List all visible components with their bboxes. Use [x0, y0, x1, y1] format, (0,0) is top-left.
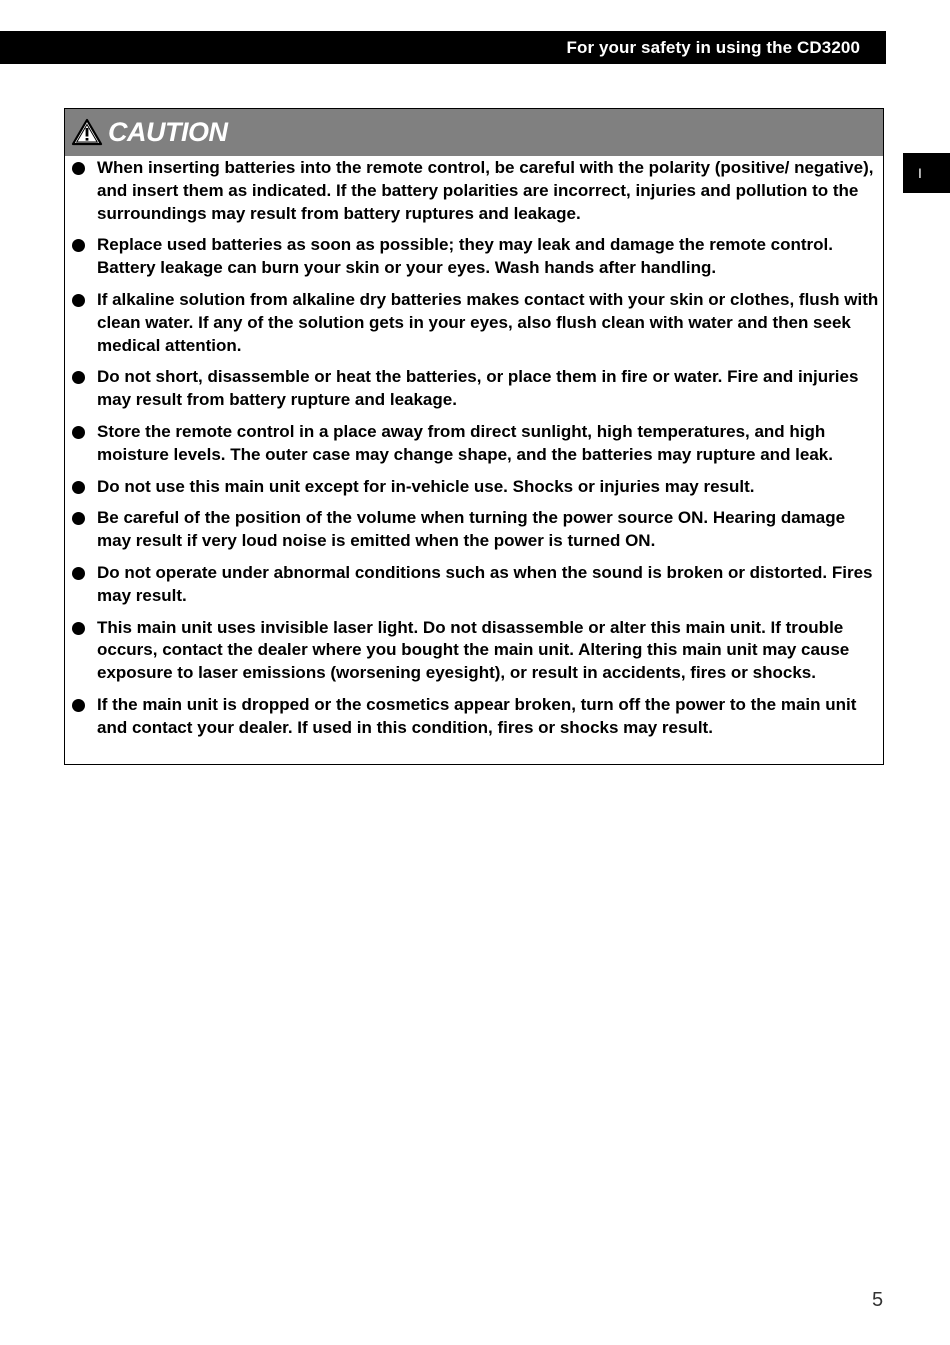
caution-header — [65, 109, 883, 156]
caution-item — [65, 366, 883, 412]
caution-item — [65, 421, 883, 467]
caution-item-text: Be careful of the position of the volume when turning the power source ON. Hearing damage may result if very loud noise is emitted when the power is turned ON. — [97, 508, 846, 551]
caution-item — [65, 476, 883, 499]
caution-item-text: When inserting batteries into the remote control, be careful with the polarity (positive/ negative), and insert them as indicated. If the battery polarities are incorrect, injuries and pollution to the surroundings may result from battery ruptures and leakage. — [97, 158, 874, 223]
caution-item-text: Do not short, disassemble or heat the batteries, or place them in fire or water. Fire and injuries may result from battery rupture and leakage. — [97, 367, 859, 410]
section-side-tab — [903, 153, 950, 193]
bullet-icon — [72, 512, 85, 525]
bullet-icon — [72, 294, 85, 307]
header-bar — [0, 31, 886, 64]
caution-list — [65, 156, 883, 749]
page-number: 5 — [872, 1289, 884, 1311]
caution-item — [65, 234, 883, 280]
caution-item — [65, 507, 883, 553]
caution-item-text: If the main unit is dropped or the cosmetics appear broken, turn off the power to the main unit and contact your dealer. If used in this condition, fires or shocks may result. — [97, 694, 857, 737]
caution-title: CAUTION — [108, 117, 228, 147]
bullet-icon — [72, 481, 85, 494]
caution-item — [65, 694, 883, 740]
bullet-icon — [72, 162, 85, 175]
caution-box — [64, 108, 884, 765]
caution-item — [65, 617, 883, 685]
caution-item — [65, 157, 883, 225]
caution-item-text: Do not use this main unit except for in-vehicle use. Shocks or injuries may result. — [97, 476, 755, 496]
caution-item — [65, 562, 883, 608]
bullet-icon — [72, 622, 85, 635]
bullet-icon — [72, 426, 85, 439]
bullet-icon — [72, 699, 85, 712]
warning-triangle-icon — [71, 118, 103, 146]
caution-item — [65, 289, 883, 357]
section-side-tab-label: I — [918, 165, 922, 181]
page-header-title: For your safety in using the CD3200 — [566, 38, 860, 57]
bullet-icon — [72, 371, 85, 384]
caution-item-text: Replace used batteries as soon as possible; they may leak and damage the remote control. Battery leakage can burn your skin or your eyes. Wash hands after handling. — [97, 235, 833, 278]
bullet-icon — [72, 239, 85, 252]
caution-item-text: If alkaline solution from alkaline dry batteries makes contact with your skin or clothes, flush with clean water. If any of the solution gets in your eyes, also flush clean with water and then seek medical attention. — [97, 289, 879, 355]
caution-item-text: This main unit uses invisible laser light. Do not disassemble or alter this main unit. If trouble occurs, contact the dealer where you bought the main unit. Altering this main unit may cause exposure to laser emissions (worsening eyesight), or result in accidents, fires or shocks. — [97, 617, 850, 683]
bullet-icon — [72, 567, 85, 580]
caution-item-text: Do not operate under abnormal conditions such as when the sound is broken or distorted. Fires may result. — [97, 562, 873, 605]
caution-item-text: Store the remote control in a place away from direct sunlight, high temperatures, and high moisture levels. The outer case may change shape, and the batteries may rupture and leak. — [97, 421, 833, 464]
